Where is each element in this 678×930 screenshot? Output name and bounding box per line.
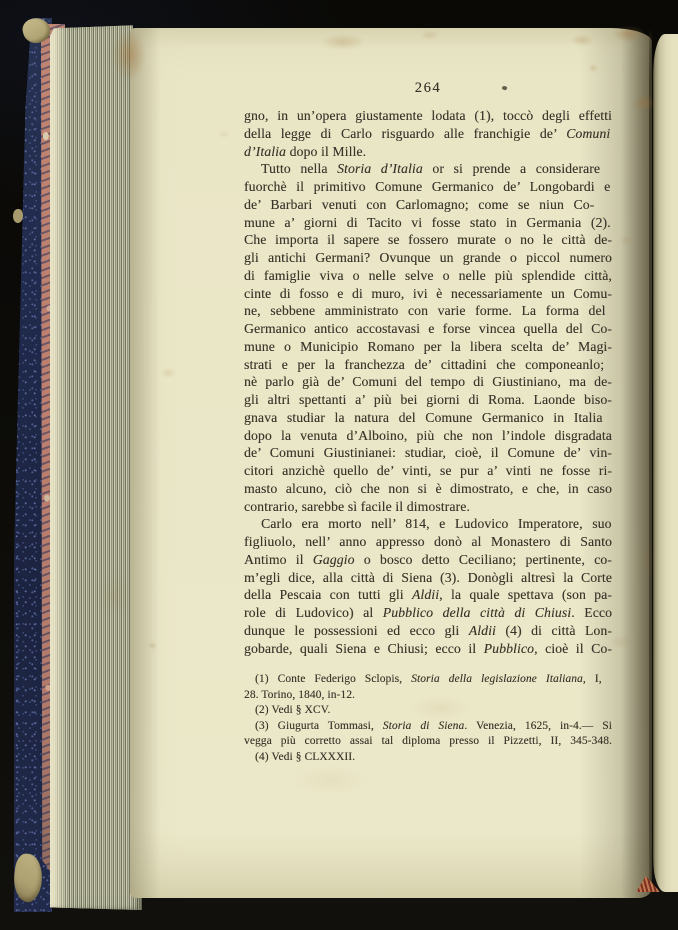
text-line: contrario, sarebbe sì facile il dimostrare. <box>244 498 470 514</box>
text-line: dopo la venuta d’Alboino, più che non l’indole disgradata <box>244 427 612 443</box>
text-line: strati e per la franchezza de’ cittadini che componeanlo; <box>244 356 605 372</box>
text-line: citori anzichè quello de’ vinti, se pur a’ vinti ne fosse ri- <box>244 463 613 478</box>
text-line: mune a’ giorni di Tacito vi fosse stato in Germania (2). <box>244 214 611 230</box>
text-line: d’Italia dopo il Mille. <box>244 143 367 159</box>
text-line: gnava studiar la natura del Comune Germanico in Italia <box>244 409 603 425</box>
text-line: gli antichi Germani? Ovunque un grande o piccol numero <box>244 250 612 265</box>
text-line: de’ Comuni Giustinianei: studiar, cioè, il Comune de’ vin- <box>244 445 612 461</box>
text-line: Carlo era morto nell’ 814, e Ludovico Imperatore, suo <box>261 516 612 532</box>
text-line: figliuolo, nell’ anno appresso donò al Monastero di Santo <box>244 534 613 549</box>
text-line: Germanico antico accostavasi e forse vincea quella del Co- <box>244 321 612 336</box>
text-line: gli altri spettanti a’ più bei giorni di Roma. Laonde biso- <box>244 392 612 407</box>
main-text-block <box>244 107 612 657</box>
text-line: gobarde, quali Siena e Chiusi; ecco il Pubblico, cioè il Co- <box>244 640 613 656</box>
text-line: (2) Vedi § XCV. <box>255 704 331 717</box>
footnotes-block <box>244 672 612 765</box>
text-line: (1) Conte Federigo Sclopis, Storia della legislazione Italiana, I, <box>255 673 602 685</box>
facing-page-sliver <box>653 34 678 892</box>
text-line: dunque le possessioni ed ecco gli Aldii (4) di città Lon- <box>244 622 613 638</box>
text-line: della legge di Carlo risguardo alle franchigie de’ Comuni <box>244 125 611 141</box>
text-line: ne, sebbene amministrato con varie forme. La forma del <box>244 303 606 319</box>
text-line: de’ Barbari venuti con Carlomagno; come se niun Co- <box>244 196 595 212</box>
text-line: Tutto nella Storia d’Italia or si prende a considerare <box>261 161 601 177</box>
page-edge-stack <box>50 24 142 910</box>
text-line: nè parlo già de’ Comuni del tempo di Giustiniano, ma de- <box>244 374 612 390</box>
text-line: m’egli dice, alla città di Siena (3). Donògli altresì la Corte <box>244 569 612 585</box>
text-line: role di Ludovico) al Pubblico della città di Chiusi. Ecco <box>244 605 613 620</box>
book-page <box>130 28 652 898</box>
text-line: Antimo il Gaggio o bosco detto Ceciliano; pertinente, co- <box>244 551 612 567</box>
worn-patch-middle <box>13 209 23 223</box>
text-line: (4) Vedi § CLXXXII. <box>255 750 356 763</box>
text-line: vegga più corretto assai tal diploma presso il Pizzetti, II, 345-348. <box>244 735 612 748</box>
text-line: fuorchè il primitivo Comune Germanico de’ Longobardi e <box>244 179 611 194</box>
text-line: della Pescaia con tutti gli Aldii, la quale spettava (son pa- <box>244 587 613 603</box>
text-line: 28. Torino, 1840, in-12. <box>244 688 356 701</box>
text-line: Che importa il sapere se fossero murate o no le città de- <box>244 232 613 248</box>
text-line: cinte di fosso e di muro, ivi è necessariamente un Comu- <box>244 285 613 301</box>
text-line: mune o Municipio Romano per la libera scelta de’ Magi- <box>244 338 613 354</box>
text-line: di famiglie viva o nelle selve o nelle più splendide città, <box>244 267 612 283</box>
text-line: gno, in un’opera giustamente lodata (1), toccò degli effetti <box>244 108 612 123</box>
page-number: 264 <box>414 80 442 96</box>
text-line: masto alcuno, ciò che non si è dimostrato, e che, in caso <box>244 480 612 496</box>
gutter-shadow <box>649 30 652 894</box>
text-line: (3) Giugurta Tommasi, Storia di Siena. Venezia, 1625, in-4.— Si <box>255 719 613 732</box>
